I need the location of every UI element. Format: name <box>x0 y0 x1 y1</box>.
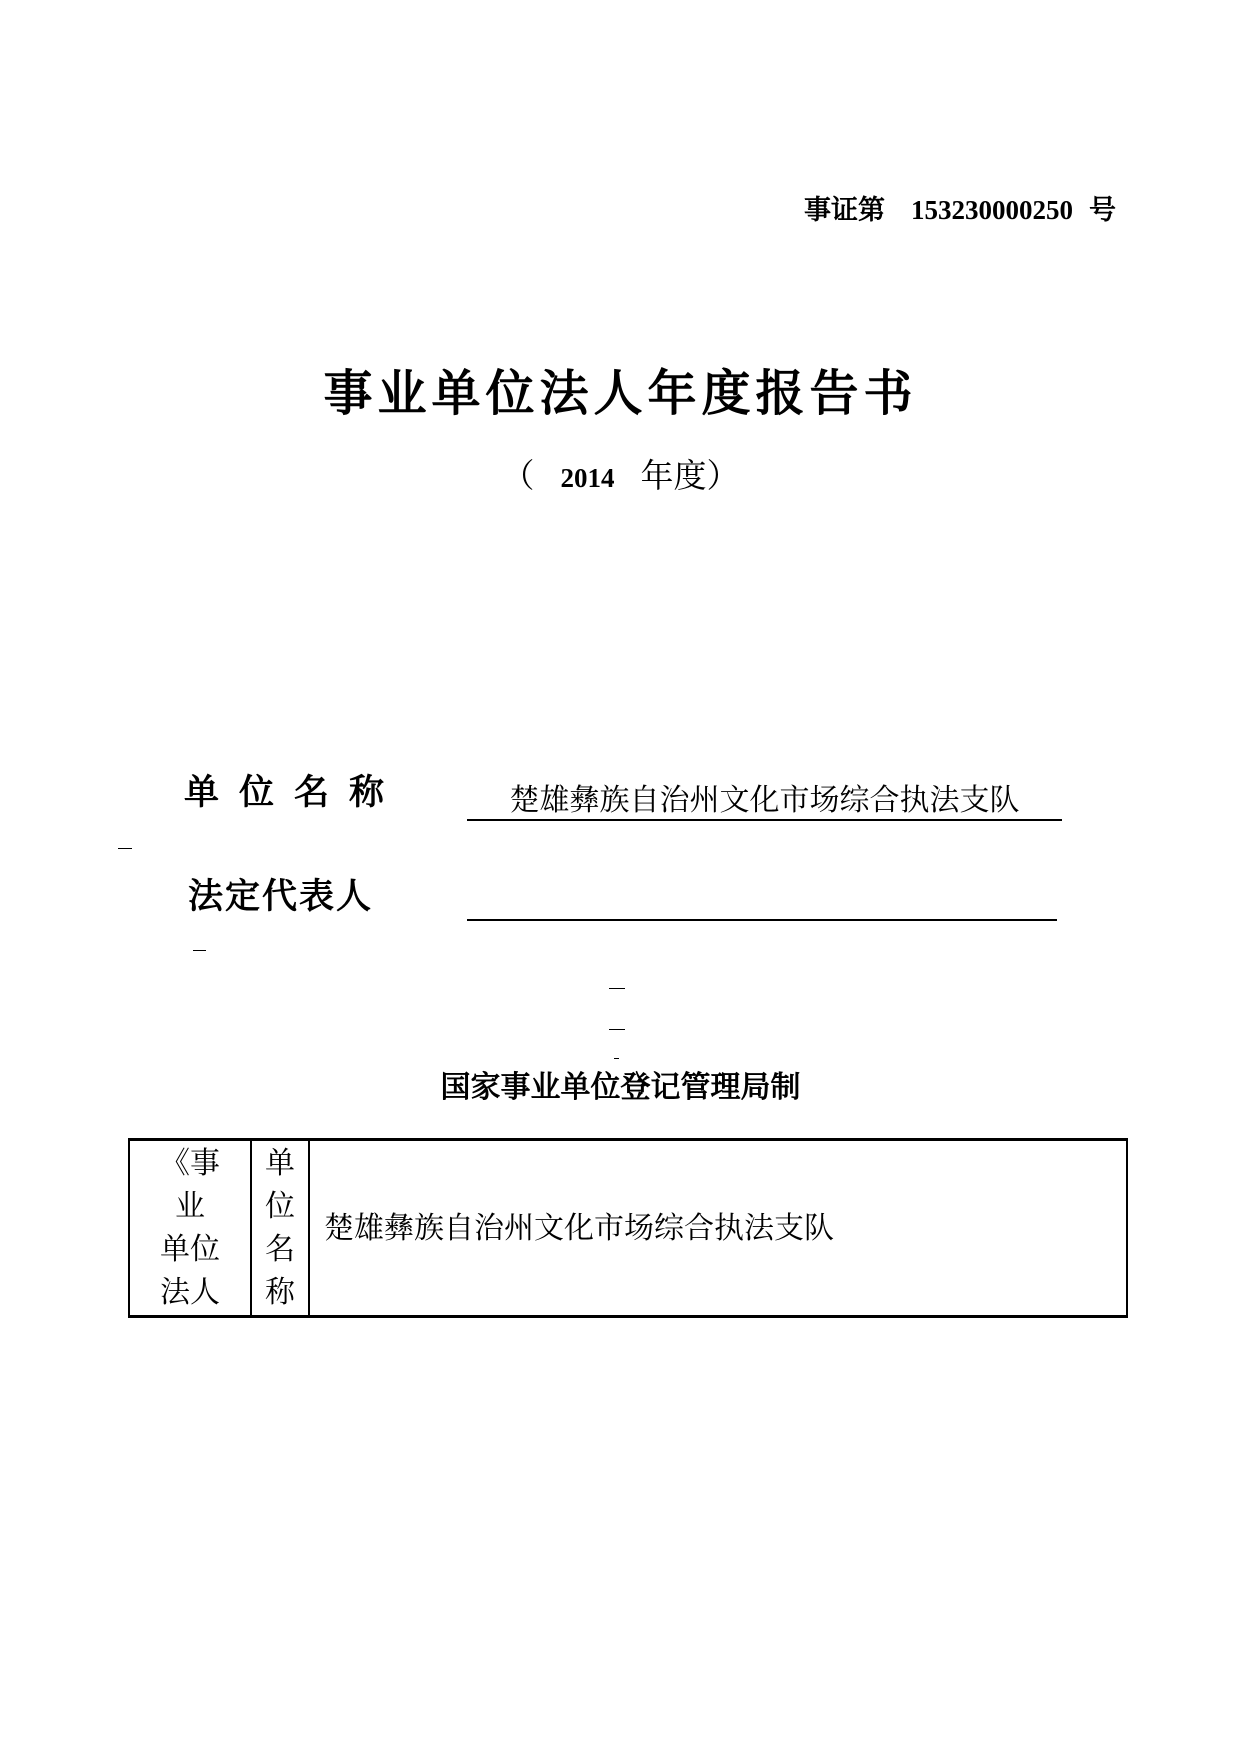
field-label-char: 称 <box>265 1275 295 1310</box>
table-unit-name-value: 楚雄彝族自治州文化市场综合执法支队 <box>309 1140 1127 1317</box>
table-field-label <box>251 1140 309 1317</box>
legal-representative-field <box>467 875 1057 921</box>
issuing-authority: 国家事业单位登记管理局制 <box>440 1070 801 1105</box>
field-label-char: 位 <box>265 1189 295 1224</box>
stray-mark <box>118 848 132 849</box>
year-value: 2014 <box>560 463 615 493</box>
stray-mark <box>609 988 625 989</box>
certificate-number <box>804 188 1116 227</box>
section-header-line: 单位 <box>160 1232 220 1267</box>
stray-mark <box>609 1029 625 1030</box>
cert-number-value: 153230000250 <box>911 195 1073 225</box>
cert-suffix: 号 <box>1089 195 1116 226</box>
section-header-line: 法人 <box>160 1275 220 1310</box>
section-header-line: 业 <box>175 1189 205 1224</box>
stray-mark <box>193 950 206 951</box>
unit-info-table <box>128 1138 1128 1318</box>
stray-mark <box>614 1058 619 1059</box>
report-year <box>0 450 1241 497</box>
table-row <box>129 1140 1127 1317</box>
document-title: 事业单位法人年度报告书 <box>323 365 918 422</box>
section-header-line: 《事 <box>160 1146 220 1181</box>
year-open-paren: （ <box>501 456 535 495</box>
unit-name-label: 单位名称 <box>184 773 405 813</box>
cert-prefix: 事证第 <box>804 195 885 226</box>
year-label: 年度） <box>640 456 740 495</box>
table-section-header <box>129 1140 251 1317</box>
field-label-char: 名 <box>265 1232 295 1267</box>
field-label-char: 单 <box>265 1146 295 1181</box>
legal-representative-label: 法定代表人 <box>188 877 374 917</box>
unit-name-field: 楚雄彝族自治州文化市场综合执法支队 <box>467 775 1062 821</box>
